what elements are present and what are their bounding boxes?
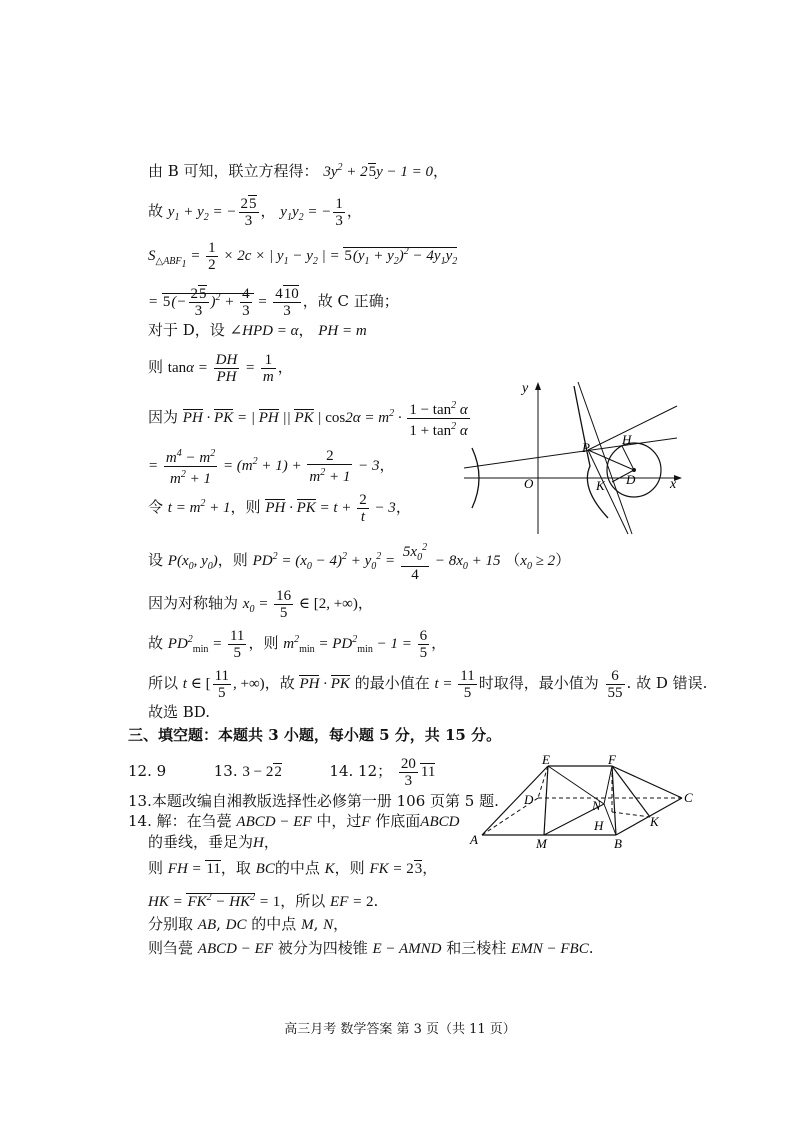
text-l12b: ，故	[264, 673, 295, 692]
s14-ab-dc: AB	[197, 917, 217, 933]
text-l9c: （	[505, 550, 521, 569]
s14h-text: ，则	[334, 859, 365, 877]
s14i-text: ，所以	[280, 892, 326, 910]
label-h2: H	[594, 818, 604, 833]
s14-solid2: ABCD − EF	[197, 941, 273, 957]
fh-value: FH = 11	[167, 861, 221, 877]
s14-solid: ABCD − EF	[236, 814, 312, 830]
t-min: t = $\frac{11}{5}$	[434, 668, 475, 701]
label-o: O	[524, 476, 534, 491]
product-roots: $y_1y_2$ = − $\frac{1}{3}$	[280, 196, 343, 229]
label-h: H	[622, 432, 632, 447]
area-value: = 5(− $\frac{25}{3}$ )$^2$ + $\frac{4}{3}$ = $\frac{410}{3}$	[148, 286, 299, 319]
domain-x0: $x_0 \ge 2$	[520, 552, 556, 572]
s14c-text: 作底面	[375, 812, 421, 830]
label-x: x	[670, 477, 677, 492]
dot-product: PH · PK = | PH || PK | $\cos 2\alpha = m^2$ · $\frac{1 - \tan^2 \alpha}{1 + \tan^2 \alpha}$	[182, 400, 468, 439]
label-m: M	[536, 836, 547, 851]
label-d: D	[626, 472, 636, 487]
s14e-text: 则	[148, 859, 164, 877]
line-13	[148, 668, 707, 701]
answer-14-label: 14. 12；	[329, 761, 393, 780]
s14f-text: ，取	[220, 859, 251, 877]
text-l9: 设	[148, 550, 164, 569]
ph-def: PH = m	[318, 323, 367, 339]
line-6: 则 tanα = $\frac{DH}{PH}$ = $\frac{1}{m}$ ，	[148, 352, 293, 385]
text-l12: 所以	[148, 673, 179, 692]
note-13: 13.本题改编自湘教版选择性必修第一册 106 页第 5 题.	[128, 792, 499, 810]
text-l6: 因为	[148, 407, 179, 426]
min-value: $\frac{6}{55}$	[607, 668, 623, 701]
label-k2: K	[650, 814, 659, 829]
label-b: B	[614, 836, 622, 851]
s14-n: N	[323, 917, 334, 933]
text-l13: 故选 BD.	[148, 703, 211, 721]
s14mm-text: 被分为四棱锥	[277, 939, 368, 957]
equation-quadratic: $3y^2 + 25y - 1 = 0$	[323, 162, 434, 180]
line-1: 由 B 可知，联立方程得： $3y^2 + 25y - 1 = 0$，	[148, 162, 449, 180]
s14-h: H	[253, 835, 264, 851]
line-8: = $\frac{m^4 - m^2}{m^2 + 1}$ = $(m^2 + 1)$ + $\frac{2}{m^2 + 1}$ − 3，	[148, 448, 395, 487]
seg-hd	[622, 446, 634, 470]
hyperbola-figure	[462, 378, 692, 538]
s14-dc: DC	[225, 917, 247, 933]
solution-14-line2: 的垂线，垂足为H，	[148, 833, 279, 851]
line-7	[148, 398, 472, 439]
text-l2: 故	[148, 201, 164, 220]
label-p: P	[582, 440, 590, 455]
pyramid: E − AMND	[372, 941, 442, 957]
hk-value: HK = $FK^2 - HK^2 = 1$	[148, 892, 281, 910]
label-f: F	[608, 752, 616, 767]
s14-mn: M	[301, 917, 314, 933]
label-n: N	[592, 798, 601, 813]
s14-f: F	[361, 814, 371, 830]
edge-ae	[482, 766, 548, 835]
solid-figure	[466, 752, 700, 852]
line-4	[148, 286, 399, 319]
line-5: 对于 D，设 ∠HPD = α， PH = m	[148, 321, 367, 339]
label-d2: D	[524, 792, 534, 807]
line-10: 设 $P(x_0$, $y_0$)，则 $PD^2 = (x_0 - 4)^2 + y_0^2$ = $\frac{5x_0^2}{4}$ − $8x_0 + 15$ $(x_0 \ge 2)$	[148, 542, 571, 583]
answer-13: 3 − 22	[242, 763, 282, 780]
text-l8: 令	[148, 497, 164, 516]
line-14	[148, 702, 210, 722]
page-footer: 高三月考 数学答案 第 3 页（共 11 页）	[284, 1022, 516, 1037]
line-3	[148, 240, 457, 275]
answer-14: $\frac{20}{3}$ 11	[400, 756, 436, 789]
text-l11b: ，则	[248, 633, 279, 652]
text-l10: 因为对称轴为	[148, 593, 239, 612]
label-y: y	[522, 381, 529, 396]
ef-value: EF = 2	[330, 894, 374, 910]
section-heading: 三、填空题：本题共 3 小题，每小题 5 分，共 15 分。	[128, 726, 502, 744]
line-2: 故 $y_1 + y_2$ = − $\frac{25}{3}$ ， $y_1y_2$ = − $\frac{1}{3}$ ，	[148, 196, 362, 229]
text-l8b: ，则	[230, 497, 261, 516]
s14d-text: 的垂线，垂足为	[148, 833, 254, 851]
answer-12: 12. 9	[128, 761, 167, 780]
line-9: 令 $t = m^2 + 1$，则 PH · PK = t + $\frac{2}{t}$ − 3，	[148, 492, 411, 525]
point-p: $P(x_0$, $y_0$)	[167, 552, 218, 572]
text-l11: 故	[148, 633, 164, 652]
solution-14-line5: 分别取 AB, DC 的中点 M, N，	[148, 915, 349, 933]
prism: EMN − FBC	[511, 941, 589, 957]
label-k: K	[596, 478, 605, 493]
sum-roots: $y_1 + y_2$ = − $\frac{25}{3}$	[167, 196, 257, 229]
pd-min: $PD^2_{min}$ = $\frac{11}{5}$	[167, 628, 245, 661]
text-l4: 对于 D，设	[148, 321, 225, 339]
text-l3c: ，故 C 正确；	[302, 291, 399, 310]
s14-bc: BC	[255, 861, 275, 877]
line-steep	[578, 382, 632, 534]
text-l9b: ，则	[217, 550, 248, 569]
text-l1: 由 B 可知，联立方程得：	[148, 162, 319, 180]
s14-abcd: ABCD	[420, 814, 460, 830]
text-l12e: . 故 D 错误.	[626, 673, 708, 692]
line-ph	[464, 438, 677, 468]
seg-pd	[588, 450, 634, 470]
dot-product-expand: = $\frac{m^4 - m^2}{m^2 + 1}$ = $(m^2 + 1)$ + $\frac{2}{m^2 + 1}$ − 3	[148, 448, 380, 487]
text-l12c: 的最小值在	[354, 673, 430, 692]
label-e: E	[542, 752, 550, 767]
edge-fb	[612, 766, 616, 835]
t-range: t ∈ [ $\frac{11}{5}$ , +∞)	[182, 668, 265, 701]
s14j-text: 分别取	[148, 915, 194, 933]
s14-k: K	[324, 861, 335, 877]
s14-text: 14. 解：在刍甍	[128, 812, 232, 830]
line-12: 故 $PD^2_{min}$ = $\frac{11}{5}$ ，则 $m^2_{min} = PD^2_{min} - 1$ = $\frac{6}{5}$ ，	[148, 628, 447, 661]
vec-pair: PH · PK	[299, 675, 350, 692]
edge-hk	[612, 812, 650, 817]
s14b-text: 中，过	[316, 812, 362, 830]
s14g-text: 的中点	[274, 859, 320, 877]
answers-row	[128, 756, 435, 789]
axis-of-symmetry: $x_0$ = $\frac{16}{5}$ ∈ [2, +∞)	[242, 588, 358, 621]
edge-fk	[612, 766, 650, 817]
area-formula: $S_{\triangle ABF_1}$ = $\frac{1}{2}$ × 2c × | $y_1 - y_2$ | = $5(y_1 + y_2)^2 - 4y_1y_2$	[148, 240, 458, 273]
m-min: $m^2_{min} = PD^2_{min} - 1$ = $\frac{6}{5}$	[283, 628, 428, 661]
label-c: C	[684, 790, 693, 805]
text-l12d: 时取得，最小值为	[478, 673, 599, 692]
tan-alpha: tanα = $\frac{DH}{PH}$ = $\frac{1}{m}$	[167, 352, 274, 385]
label-a: A	[470, 832, 478, 847]
s14l-text: 则刍甍	[148, 939, 194, 957]
line-11: 因为对称轴为 $x_0$ = $\frac{16}{5}$ ∈ [2, +∞)，	[148, 588, 373, 621]
y-axis-arrow	[535, 382, 541, 390]
pd-squared: $PD^2 = (x_0 - 4)^2 + y_0^2$ = $\frac{5x_0^2}{4}$ − $8x_0 + 15$	[252, 542, 501, 583]
solution-14-line3: 则 FH = 11，取 BC的中点 K，则 FK = 23，	[148, 859, 438, 877]
angle-def: ∠HPD = α	[229, 323, 299, 339]
solution-14-line1	[128, 810, 459, 831]
answer-13-label: 13.	[213, 761, 238, 780]
fk-value: FK = 23	[369, 861, 423, 877]
t-expr: PH · PK = t + $\frac{2}{t}$ − 3	[265, 492, 396, 525]
solution-14-line4: HK = $FK^2 - HK^2 = 1$，所以 EF = 2.	[148, 892, 379, 910]
s14n-text: 和三棱柱	[446, 939, 507, 957]
solution-14-line6: 则刍甍 ABCD − EF 被分为四棱锥 E − AMND 和三棱柱 EMN − FBC.	[148, 939, 594, 957]
edge-fc	[612, 766, 682, 798]
t-def: $t = m^2 + 1$	[167, 497, 231, 516]
s14k-text: 的中点	[251, 915, 297, 933]
text-l5: 则	[148, 357, 164, 376]
